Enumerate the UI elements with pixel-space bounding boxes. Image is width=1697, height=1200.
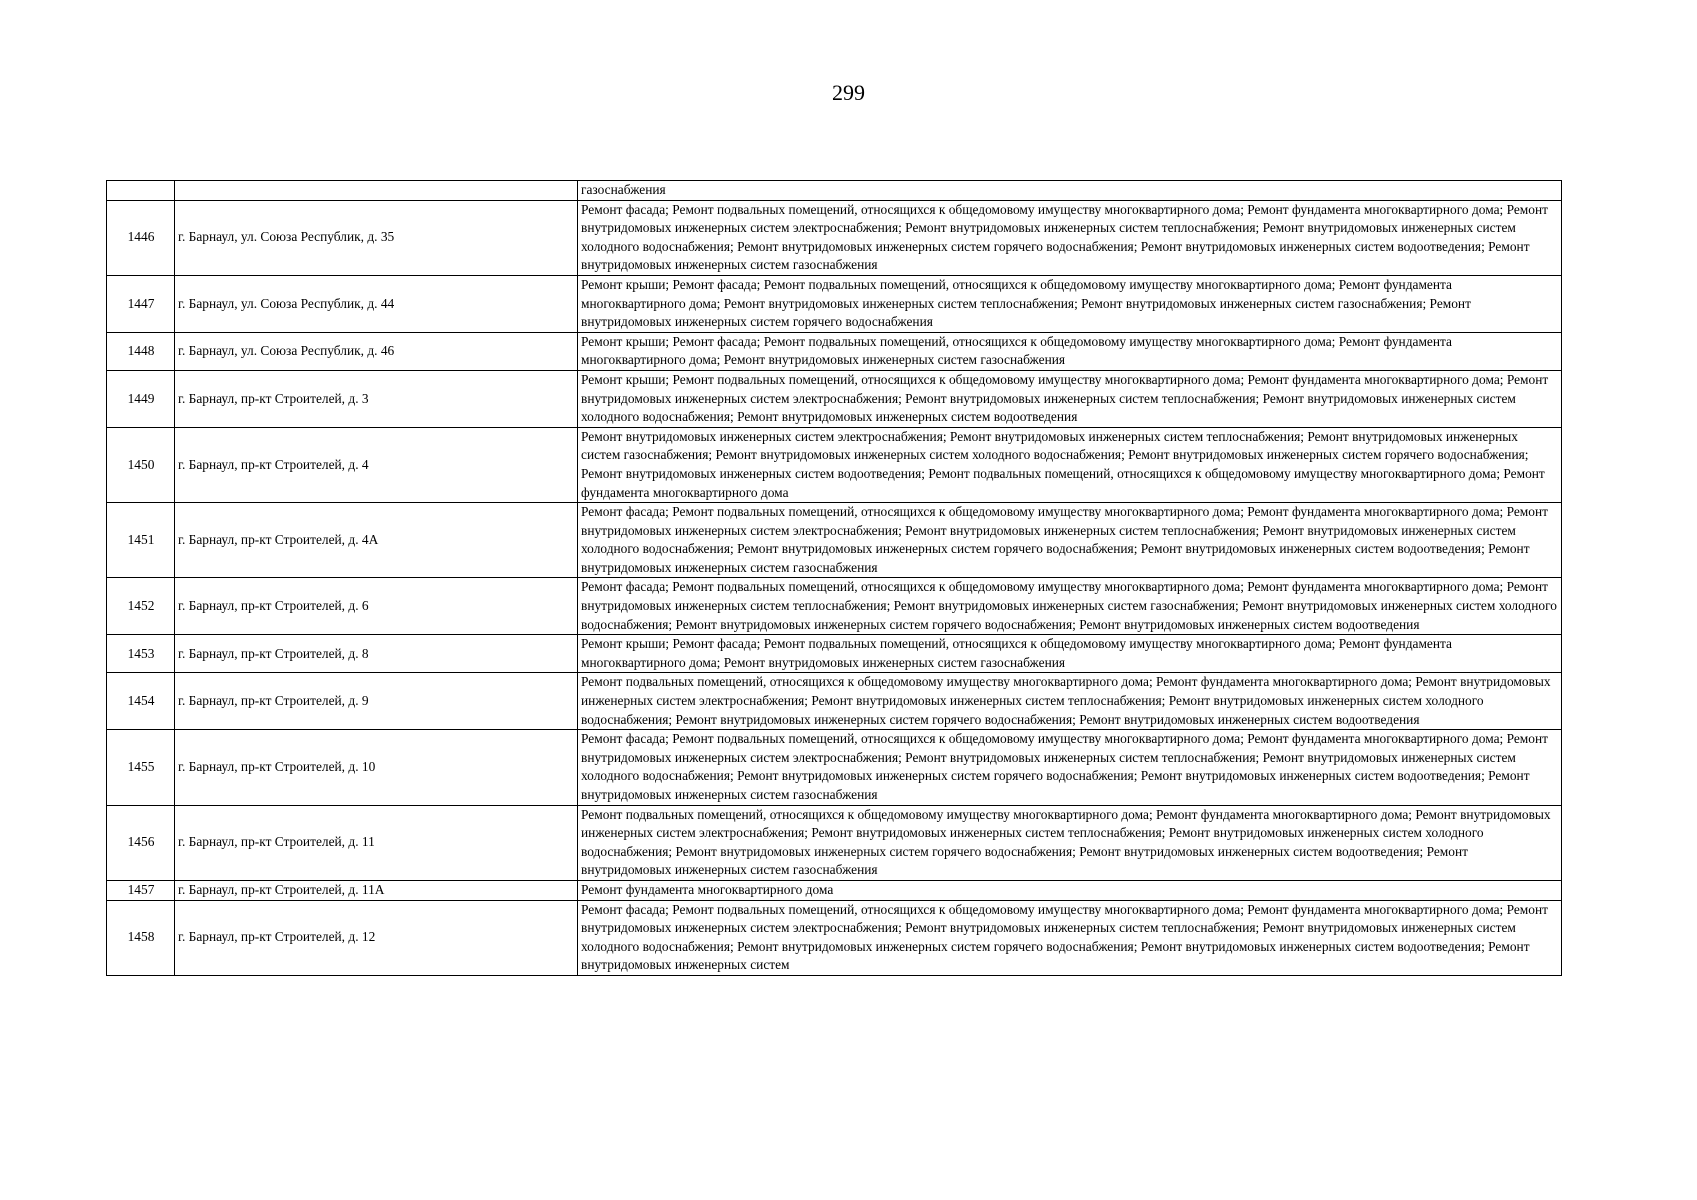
address-cell: г. Барнаул, пр-кт Строителей, д. 4 [175,427,578,502]
row-number-cell: 1448 [107,332,175,370]
address-cell: г. Барнаул, пр-кт Строителей, д. 11 [175,805,578,880]
table-row [107,635,1562,673]
row-number-cell: 1453 [107,635,175,673]
row-number-cell: 1451 [107,503,175,578]
address-cell: г. Барнаул, пр-кт Строителей, д. 12 [175,900,578,975]
address-cell: г. Барнаул, ул. Союза Республик, д. 46 [175,332,578,370]
table-row [107,805,1562,880]
works-cell: Ремонт крыши; Ремонт подвальных помещений, относящихся к общедомовому имуществу многоквартирного дома; Ремонт фундамента многоквартирного дома; Ремонт внутридомовых инженерных систем электроснабжения; Ремонт внутридомовых инженерных систем теплоснабжения; Ремонт внутридомовых инженерных систем холодного водоснабжения; Ремонт внутридомовых инженерных систем водоотведения [578,370,1562,427]
works-cell: Ремонт фундамента многоквартирного дома [578,880,1562,900]
table-row [107,181,1562,201]
table-row [107,275,1562,332]
table-row [107,673,1562,730]
row-number-cell: 1456 [107,805,175,880]
works-cell: Ремонт фасада; Ремонт подвальных помещений, относящихся к общедомовому имуществу многоквартирного дома; Ремонт фундамента многоквартирного дома; Ремонт внутридомовых инженерных систем электроснабжения; Ремонт внутридомовых инженерных систем теплоснабжения; Ремонт внутридомовых инженерных систем холодного водоснабжения; Ремонт внутридомовых инженерных систем горячего водоснабжения; Ремонт внутридомовых инженерных систем водоотведения; Ремонт внутридомовых инженерных систем [578,900,1562,975]
works-cell: Ремонт фасада; Ремонт подвальных помещений, относящихся к общедомовому имуществу многоквартирного дома; Ремонт фундамента многоквартирного дома; Ремонт внутридомовых инженерных систем электроснабжения; Ремонт внутридомовых инженерных систем теплоснабжения; Ремонт внутридомовых инженерных систем холодного водоснабжения; Ремонт внутридомовых инженерных систем горячего водоснабжения; Ремонт внутридомовых инженерных систем водоотведения; Ремонт внутридомовых инженерных систем газоснабжения [578,503,1562,578]
repair-works-table [106,180,1562,976]
works-cell: Ремонт крыши; Ремонт фасада; Ремонт подвальных помещений, относящихся к общедомовому имуществу многоквартирного дома; Ремонт фундамента многоквартирного дома; Ремонт внутридомовых инженерных систем газоснабжения [578,332,1562,370]
row-number-cell: 1458 [107,900,175,975]
works-cell: Ремонт фасада; Ремонт подвальных помещений, относящихся к общедомовому имуществу многоквартирного дома; Ремонт фундамента многоквартирного дома; Ремонт внутридомовых инженерных систем теплоснабжения; Ремонт внутридомовых инженерных систем газоснабжения; Ремонт внутридомовых инженерных систем холодного водоснабжения; Ремонт внутридомовых инженерных систем горячего водоснабжения; Ремонт внутридомовых инженерных систем водоотведения [578,578,1562,635]
row-number-cell: 1450 [107,427,175,502]
address-cell: г. Барнаул, пр-кт Строителей, д. 11А [175,880,578,900]
table-row [107,880,1562,900]
works-cell: Ремонт крыши; Ремонт фасада; Ремонт подвальных помещений, относящихся к общедомовому имуществу многоквартирного дома; Ремонт фундамента многоквартирного дома; Ремонт внутридомовых инженерных систем теплоснабжения; Ремонт внутридомовых инженерных систем газоснабжения; Ремонт внутридомовых инженерных систем горячего водоснабжения [578,275,1562,332]
row-number-cell [107,181,175,201]
table-row [107,730,1562,805]
address-cell: г. Барнаул, ул. Союза Республик, д. 35 [175,200,578,275]
table-row [107,332,1562,370]
row-number-cell: 1449 [107,370,175,427]
works-cell: Ремонт фасада; Ремонт подвальных помещений, относящихся к общедомовому имуществу многоквартирного дома; Ремонт фундамента многоквартирного дома; Ремонт внутридомовых инженерных систем электроснабжения; Ремонт внутридомовых инженерных систем теплоснабжения; Ремонт внутридомовых инженерных систем холодного водоснабжения; Ремонт внутридомовых инженерных систем горячего водоснабжения; Ремонт внутридомовых инженерных систем водоотведения; Ремонт внутридомовых инженерных систем газоснабжения [578,730,1562,805]
works-cell: Ремонт подвальных помещений, относящихся к общедомовому имуществу многоквартирного дома; Ремонт фундамента многоквартирного дома; Ремонт внутридомовых инженерных систем электроснабжения; Ремонт внутридомовых инженерных систем теплоснабжения; Ремонт внутридомовых инженерных систем холодного водоснабжения; Ремонт внутридомовых инженерных систем горячего водоснабжения; Ремонт внутридомовых инженерных систем водоотведения; Ремонт внутридомовых инженерных систем газоснабжения [578,805,1562,880]
table-row [107,578,1562,635]
row-number-cell: 1457 [107,880,175,900]
works-cell: газоснабжения [578,181,1562,201]
address-cell: г. Барнаул, пр-кт Строителей, д. 6 [175,578,578,635]
table-row [107,900,1562,975]
row-number-cell: 1455 [107,730,175,805]
table-row [107,503,1562,578]
row-number-cell: 1452 [107,578,175,635]
address-cell [175,181,578,201]
row-number-cell: 1447 [107,275,175,332]
address-cell: г. Барнаул, пр-кт Строителей, д. 10 [175,730,578,805]
works-cell: Ремонт крыши; Ремонт фасада; Ремонт подвальных помещений, относящихся к общедомовому имуществу многоквартирного дома; Ремонт фундамента многоквартирного дома; Ремонт внутридомовых инженерных систем газоснабжения [578,635,1562,673]
address-cell: г. Барнаул, ул. Союза Республик, д. 44 [175,275,578,332]
row-number-cell: 1446 [107,200,175,275]
address-cell: г. Барнаул, пр-кт Строителей, д. 4А [175,503,578,578]
works-cell: Ремонт внутридомовых инженерных систем электроснабжения; Ремонт внутридомовых инженерных систем теплоснабжения; Ремонт внутридомовых инженерных систем газоснабжения; Ремонт внутридомовых инженерных систем холодного водоснабжения; Ремонт внутридомовых инженерных систем горячего водоснабжения; Ремонт внутридомовых инженерных систем водоотведения; Ремонт подвальных помещений, относящихся к общедомовому имуществу многоквартирного дома; Ремонт фундамента многоквартирного дома [578,427,1562,502]
works-cell: Ремонт фасада; Ремонт подвальных помещений, относящихся к общедомовому имуществу многоквартирного дома; Ремонт фундамента многоквартирного дома; Ремонт внутридомовых инженерных систем электроснабжения; Ремонт внутридомовых инженерных систем теплоснабжения; Ремонт внутридомовых инженерных систем холодного водоснабжения; Ремонт внутридомовых инженерных систем горячего водоснабжения; Ремонт внутридомовых инженерных систем водоотведения; Ремонт внутридомовых инженерных систем газоснабжения [578,200,1562,275]
table-row [107,370,1562,427]
address-cell: г. Барнаул, пр-кт Строителей, д. 3 [175,370,578,427]
address-cell: г. Барнаул, пр-кт Строителей, д. 8 [175,635,578,673]
address-cell: г. Барнаул, пр-кт Строителей, д. 9 [175,673,578,730]
table-row [107,200,1562,275]
table-row [107,427,1562,502]
row-number-cell: 1454 [107,673,175,730]
works-cell: Ремонт подвальных помещений, относящихся к общедомовому имуществу многоквартирного дома; Ремонт фундамента многоквартирного дома; Ремонт внутридомовых инженерных систем электроснабжения; Ремонт внутридомовых инженерных систем теплоснабжения; Ремонт внутридомовых инженерных систем холодного водоснабжения; Ремонт внутридомовых инженерных систем горячего водоснабжения; Ремонт внутридомовых инженерных систем водоотведения [578,673,1562,730]
page-number: 299 [832,80,865,105]
